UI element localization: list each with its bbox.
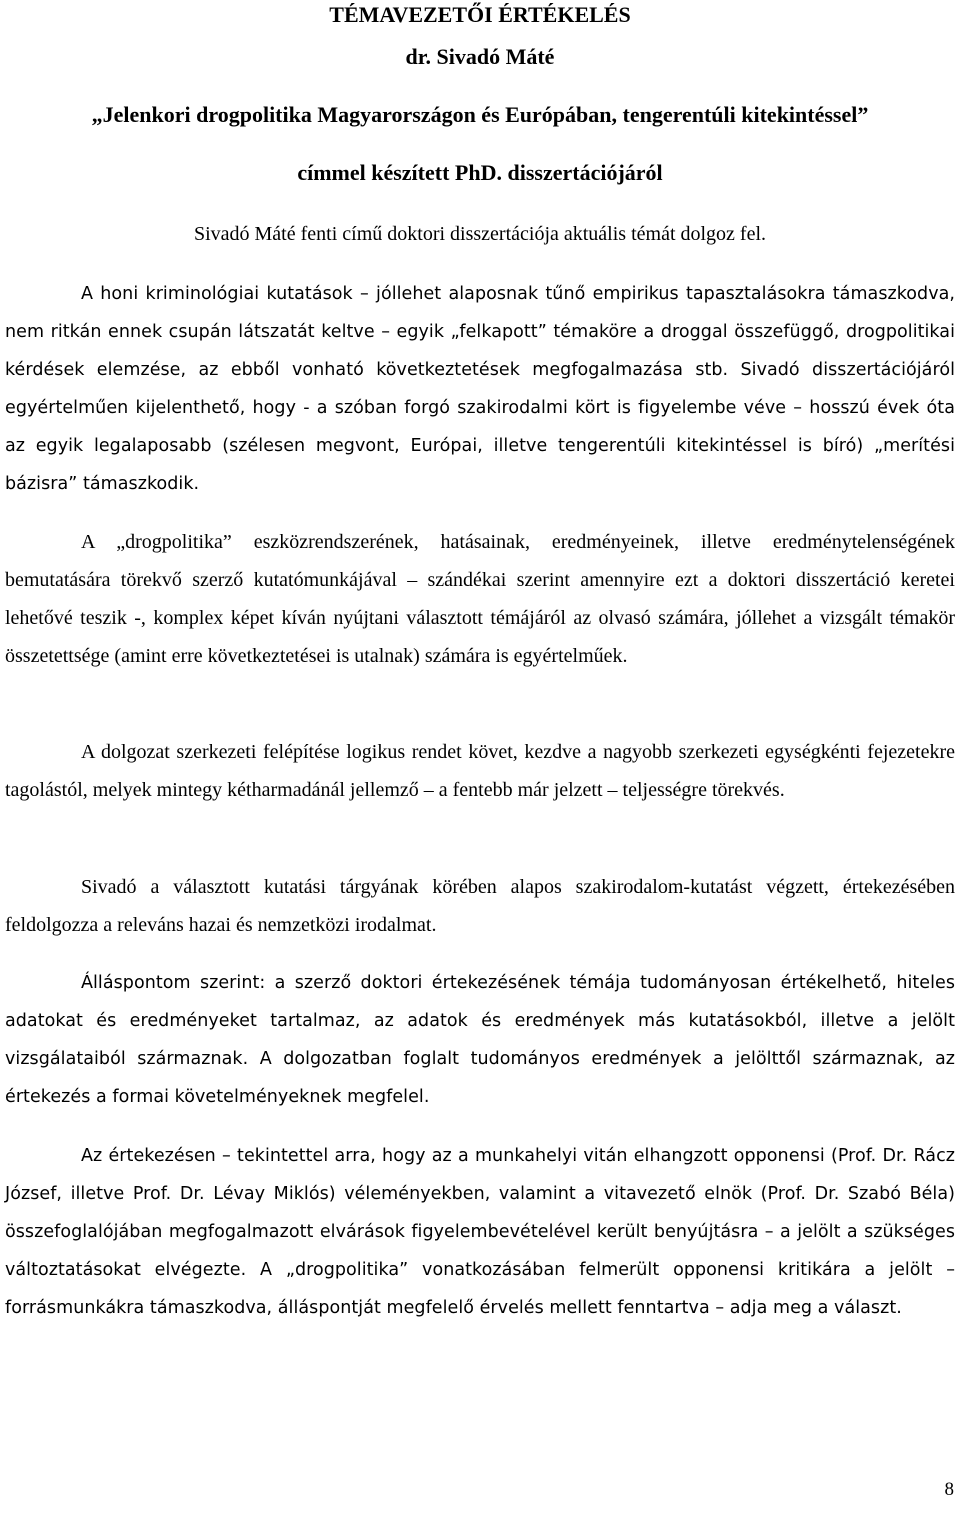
document-title: TÉMAVEZETŐI ÉRTÉKELÉS xyxy=(329,2,631,27)
paragraph-drug-policy-aims: A „drogpolitika” eszközrendszerének, hatásainak, eredményeinek, illetve eredménytelenségének bemutatására törekvő szerző kutatómunkájával – szándékai szerint amennyire ezt a doktori disszertáció keretei lehetővé teszik -, komplex képet kíván nyújtani választott témájáról az olvasó számára, jóllehet a vizsgált témakör összetettsége (amint erre következtetései is utalnak) számára is egyértelműek. xyxy=(5,531,955,667)
paragraph-research-context: A honi kriminológiai kutatások – jóllehet alaposnak tűnő empirikus tapasztalásokra támaszkodva, nem ritkán ennek csupán látszatát keltve – egyik „felkapott” témaköre a droggal összefüggő, drogpolitikai kérdések elemzése, az ebből vonható következtetések megfogalmazása stb. Sivadó disszertációjáról egyértelműen kijelenthető, hogy - a szóban forgó szakirodalmi kört is figyelembe véve – hosszú évek óta az egyik legalaposabb (szélesen megvont, Európai, illetve tengerentúli kitekintéssel is bíró) „merítési bázisra” támaszkodik. xyxy=(5,284,955,494)
paragraph-opponents: Az értekezésen – tekintettel arra, hogy az a munkahelyi vitán elhangzott opponensi (Prof. Dr. Rácz József, illetve Prof. Dr. Lévay Miklós) véleményekben, valamint a vitavezető elnök (Prof. Dr. Szabó Béla) összefoglalójában megfogalmazott elvárások figyelembevételével került benyújtásra – a jelölt a szükséges változtatásokat elvégezte. A „drogpolitika” vonatkozásában felmerült opponensi kritikára a jelölt – forrásmunkákra támaszkodva, álláspontját megfelelő érvelés mellett fenntartva – adja meg a választ. xyxy=(5,1146,955,1318)
dissertation-title: „Jelenkori drogpolitika Magyarországon és Európában, tengerentúli kitekintéssel” xyxy=(91,102,869,127)
document-subtitle: címmel készített PhD. disszertációjáról xyxy=(297,160,663,185)
paragraph-assessment: Álláspontom szerint: a szerző doktori értekezésének témája tudományosan értékelhető, hiteles adatokat és eredményeket tartalmaz, az adatok és eredmények más kutatásokból, illetve a jelölt vizsgálataiból származnak. A dolgozatban foglalt tudományos eredmények a jelölttől származnak, az értekezés a formai követelményeknek megfelel. xyxy=(5,973,955,1107)
author-name: dr. Sivadó Máté xyxy=(405,44,555,69)
paragraph-structure: A dolgozat szerkezeti felépítése logikus rendet követ, kezdve a nagyobb szerkezeti egységkénti fejezetekre tagolástól, melyek mintegy kétharmadánál jellemző – a fentebb már jelzett – teljességre törekvés. xyxy=(5,741,955,801)
paragraph-literature: Sivadó a választott kutatási tárgyának körében alapos szakirodalom-kutatást végzett, értekezésében feldolgozza a releváns hazai és nemzetközi irodalmat. xyxy=(5,876,955,936)
intro-sentence: Sivadó Máté fenti című doktori disszertációja aktuális témát dolgoz fel. xyxy=(193,223,767,245)
page-number: 8 xyxy=(944,1479,954,1500)
